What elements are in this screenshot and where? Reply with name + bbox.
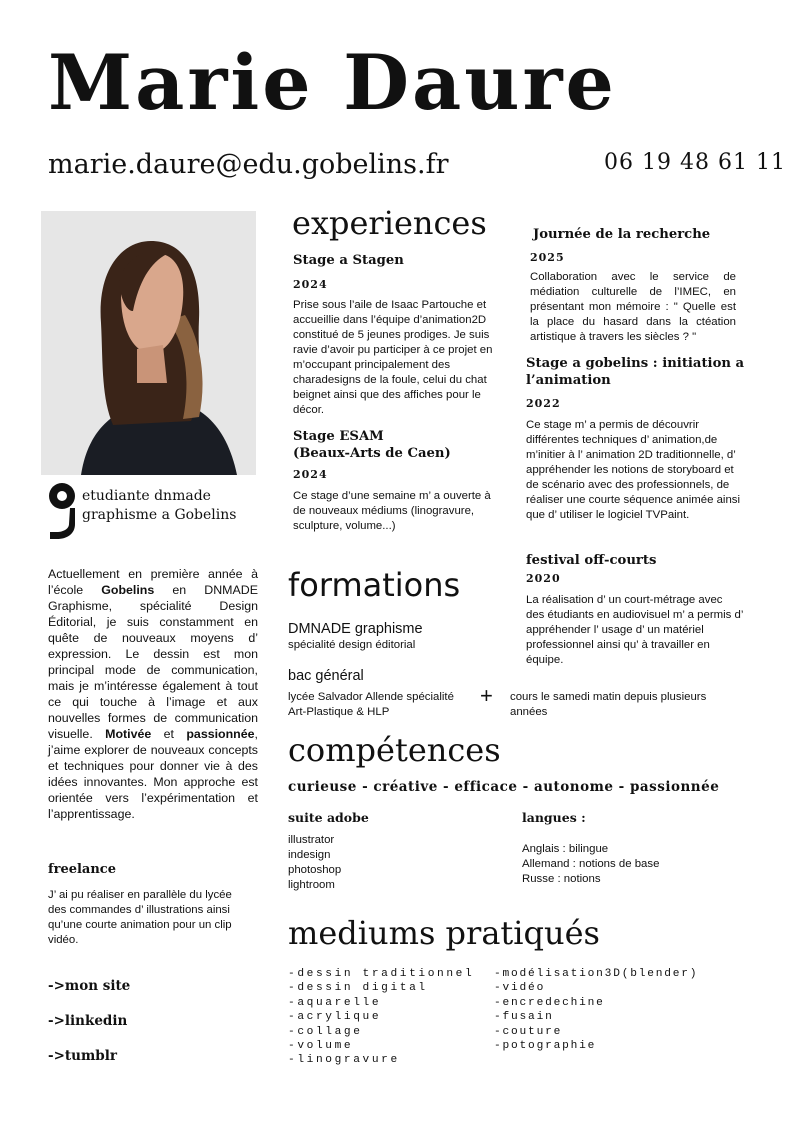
plus-sign: + bbox=[480, 683, 493, 708]
link-site[interactable]: ->mon site bbox=[48, 978, 131, 994]
medium-item: -encredechine bbox=[494, 996, 605, 1009]
exp-year: 2024 bbox=[293, 278, 328, 291]
language-item: Russe : notions bbox=[522, 873, 601, 885]
medium-item: -fusain bbox=[494, 1011, 554, 1024]
name-heading: Marie Daure bbox=[48, 38, 617, 127]
mediums-heading: mediums pratiqués bbox=[288, 914, 600, 952]
exp-year: 2022 bbox=[526, 397, 561, 410]
medium-item: -dessin digital bbox=[288, 982, 428, 995]
medium-item: -couture bbox=[494, 1025, 563, 1038]
language-item: Anglais : bilingue bbox=[522, 843, 609, 855]
intro-paragraph: Actuellement en première année à l’école Gobelins en DNMADE Graphisme, spécialité Design Éditorial, je suis constamment en quête de nouveaux moyens d’ expression. Le dessin est mon principal mode de communication, mais je m’intéresse également à tout ce qui touche à l’image et aux nouvelles formes de communication visuelle. Motivée et passionnée, j’aime explorer de nouveaux concepts et techniques pour donner vie à des idées innovantes. Mon approche est orientée vers l’expérimentation et l’apprentissage. bbox=[48, 567, 258, 821]
medium-item: -potographie bbox=[494, 1040, 597, 1053]
qualities-line: curieuse - créative - efficace - autonome - passionnée bbox=[288, 779, 720, 795]
medium-item: -acrylique bbox=[288, 1011, 382, 1024]
profile-photo bbox=[41, 211, 256, 475]
adobe-list bbox=[288, 833, 341, 893]
exp-year: 2020 bbox=[526, 572, 561, 585]
exp-title: Stage ESAM (Beaux-Arts de Caen) bbox=[293, 429, 451, 461]
langues-list bbox=[522, 842, 659, 887]
medium-item: -linogravure bbox=[288, 1054, 400, 1067]
medium-item: -collage bbox=[288, 1025, 363, 1038]
language-item: Allemand : notions de base bbox=[522, 858, 660, 870]
freelance-heading: freelance bbox=[48, 862, 116, 877]
formation-title: bac général bbox=[288, 668, 364, 684]
exp-text: Prise sous l’aile de Isaac Partouche et accueillie dans l’équipe d’animation2D constitué de 5 jeunes prodiges. Je suis ravie d’avoir pu participer à ce projet en m’occupant principalement des charadesigns de la foule, celui du chat beignet ainsi que des affiches pour le décor. bbox=[293, 299, 493, 416]
medium-item: -dessin traditionnel bbox=[288, 968, 475, 980]
adobe-heading: suite adobe bbox=[288, 810, 369, 825]
medium-item: -vidéo bbox=[494, 982, 546, 995]
exp-text: Ce stage m’ a permis de découvrir différentes techniques d’ animation,de m’initier à l’ animation 2D traditionnelle, d’ appréhender les notions de storyboard et de scénario avec des professionnels, de réaliser une courte séquence animée ainsi que d’ utiliser le logiciel TVPaint. bbox=[526, 419, 741, 521]
link-linkedin[interactable]: ->linkedin bbox=[48, 1013, 128, 1029]
mediums-column-1 bbox=[288, 967, 474, 1068]
exp-text: Collaboration avec le service de médiation culturelle de l’IMEC, en présentant mon mémoire : " Quelle est la place du hasard dans la ctéation artistique à travers les siècles ? " bbox=[530, 271, 736, 343]
skill-item: illustrator bbox=[288, 834, 335, 846]
langues-heading: langues : bbox=[522, 810, 586, 825]
formation-subtitle: spécialité design éditorial bbox=[288, 639, 416, 651]
medium-item: -modélisation3D(blender) bbox=[494, 968, 699, 980]
skill-item: lightroom bbox=[288, 879, 335, 891]
formation-title: DMNADE graphisme bbox=[288, 621, 423, 637]
exp-title: Journée de la recherche bbox=[533, 227, 711, 242]
skill-item: indesign bbox=[288, 849, 331, 861]
exp-title: festival off-courts bbox=[526, 553, 657, 568]
medium-item: -aquarelle bbox=[288, 996, 382, 1009]
phone-number[interactable]: 06 19 48 61 11 bbox=[604, 150, 786, 175]
mediums-column-2 bbox=[494, 967, 698, 1053]
formation-subtitle: lycée Salvador Allende spécialité Art-Plastique & HLP bbox=[288, 691, 454, 718]
tagline: etudiante dnmade graphisme a Gobelins bbox=[82, 488, 237, 523]
exp-text: La réalisation d’ un court-métrage avec des étudiants en audiovisuel m’ a permis d’ appréhender l’ usage d’ un matériel professionnel ainsi qu’ à travailler en équipe. bbox=[526, 594, 743, 666]
exp-year: 2025 bbox=[530, 251, 565, 264]
email-address[interactable]: marie.daure@edu.gobelins.fr bbox=[48, 149, 449, 180]
experiences-heading: experiences bbox=[292, 204, 487, 242]
medium-item: -volume bbox=[288, 1040, 354, 1053]
skill-item: photoshop bbox=[288, 864, 342, 876]
exp-year: 2024 bbox=[293, 468, 328, 481]
formation-extra: cours le samedi matin depuis plusieurs années bbox=[510, 691, 707, 718]
formations-heading: formations bbox=[288, 566, 461, 604]
gobelins-logo bbox=[48, 482, 76, 540]
competences-heading: compétences bbox=[288, 731, 501, 769]
exp-text: Ce stage d’une semaine m’ a ouverte à de nouveaux médiums (linogravure, sculpture, volume...) bbox=[293, 490, 491, 532]
freelance-text: J’ ai pu réaliser en parallèle du lycée des commandes d’ illustrations ainsi qu’une courte animation pour un clip vidéo. bbox=[48, 889, 232, 946]
link-tumblr[interactable]: ->tumblr bbox=[48, 1048, 117, 1064]
exp-title: Stage a gobelins : initiation a l’animation bbox=[526, 356, 745, 388]
exp-title: Stage a Stagen bbox=[293, 253, 404, 268]
